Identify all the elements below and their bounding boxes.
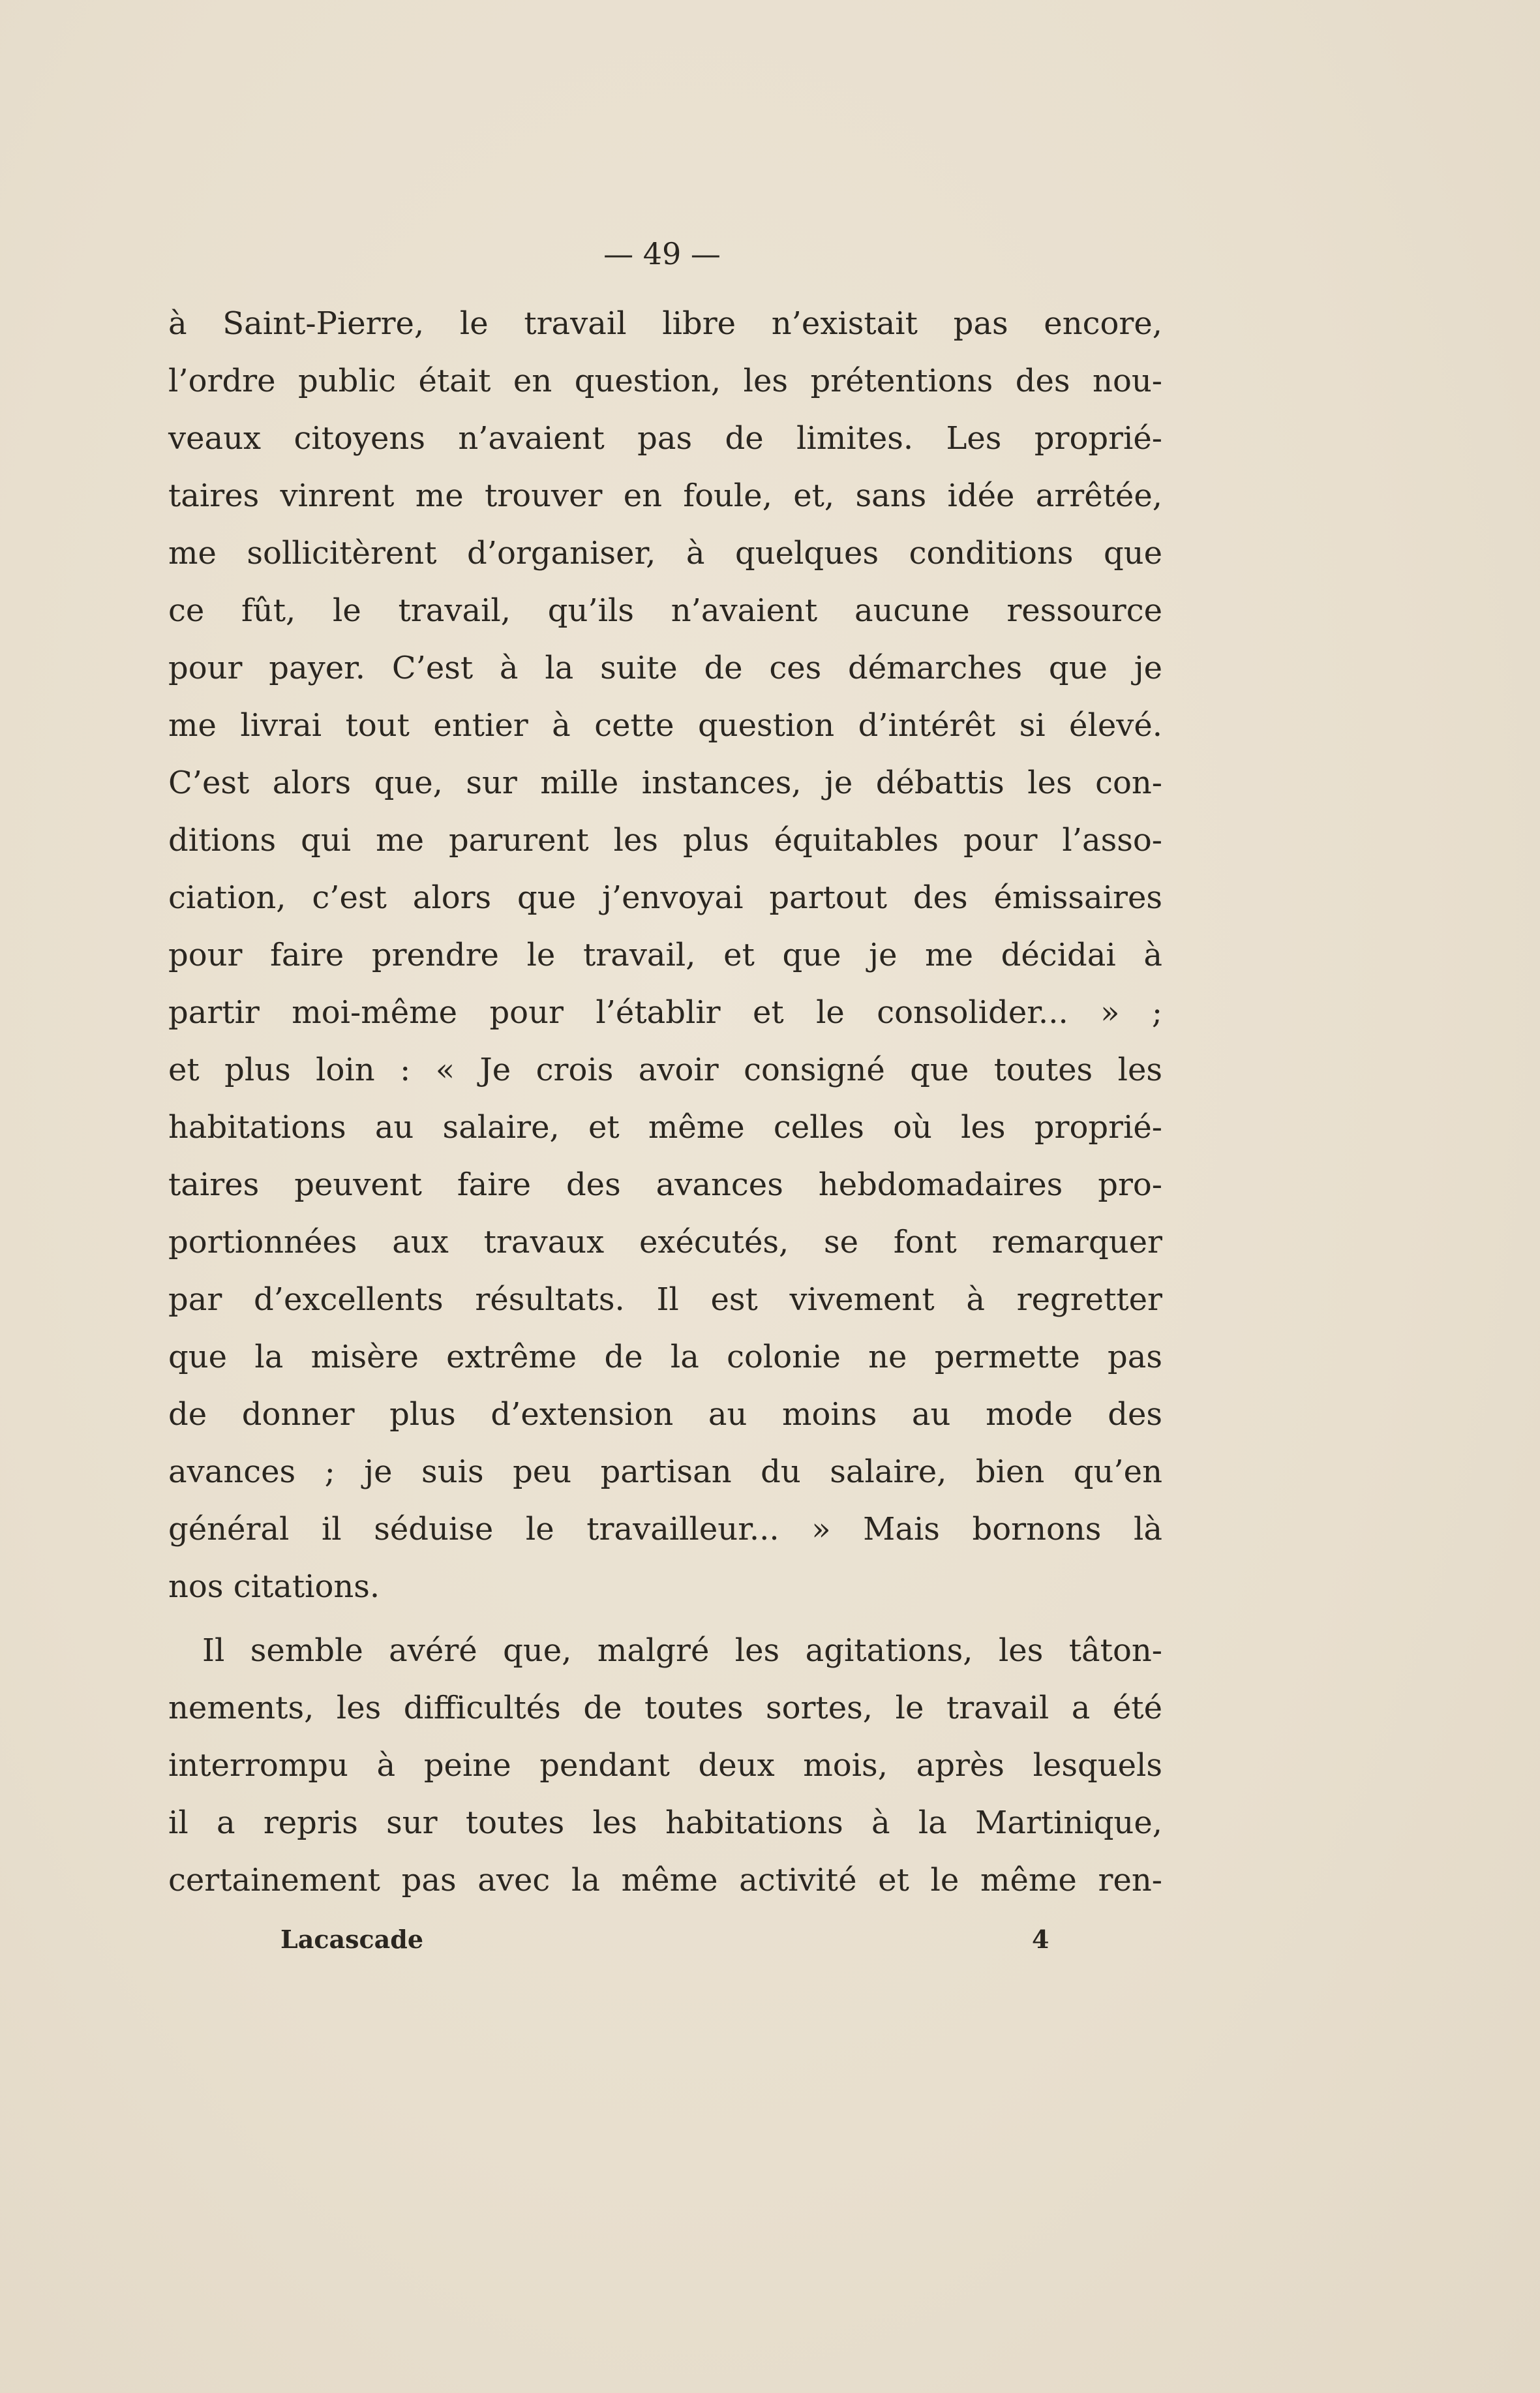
text-line: ditions qui me parurent les plus équitables pour l’asso- xyxy=(168,822,1162,859)
text-line: habitations au salaire, et même celles où les proprié- xyxy=(168,1109,1162,1146)
text-line: pour faire prendre le travail, et que je me décidai à xyxy=(168,937,1162,973)
footer-sheet-number: 4 xyxy=(1032,1925,1049,1954)
text-line: ciation, c’est alors que j’envoyai partout des émissaires xyxy=(168,879,1162,916)
footer-signature: Lacascade xyxy=(280,1925,424,1954)
text-line: nements, les difficultés de toutes sortes, le travail a été xyxy=(168,1690,1162,1726)
text-line: général il séduise le travailleur... » Mais bornons là xyxy=(168,1511,1162,1547)
text-line: me sollicitèrent d’organiser, à quelques conditions que xyxy=(168,535,1162,572)
text-line: de donner plus d’extension au moins au mode des xyxy=(168,1396,1162,1433)
text-line: veaux citoyens n’avaient pas de limites. Les proprié- xyxy=(168,420,1162,457)
text-line: me livrai tout entier à cette question d’intérêt si élevé. xyxy=(168,707,1162,744)
text-line: pour payer. C’est à la suite de ces démarches que je xyxy=(168,650,1162,686)
text-line: et plus loin : « Je crois avoir consigné que toutes les xyxy=(168,1052,1162,1088)
text-line: il a repris sur toutes les habitations à la Martinique, xyxy=(168,1805,1162,1841)
text-line: C’est alors que, sur mille instances, je débattis les con- xyxy=(168,765,1162,801)
page-number: — 49 — xyxy=(603,236,721,271)
text-line: par d’excellents résultats. Il est vivement à regretter xyxy=(168,1281,1162,1318)
text-line: taires peuvent faire des avances hebdomadaires pro- xyxy=(168,1166,1162,1203)
text-line: taires vinrent me trouver en foule, et, sans idée arrêtée, xyxy=(168,478,1162,514)
text-line: Il semble avéré que, malgré les agitations, les tâton- xyxy=(202,1632,1162,1669)
text-line: portionnées aux travaux exécutés, se font remarquer xyxy=(168,1224,1162,1260)
text-line: ce fût, le travail, qu’ils n’avaient aucune ressource xyxy=(168,592,1162,629)
text-line: l’ordre public était en question, les prétentions des nou- xyxy=(168,363,1162,399)
text-line: à Saint-Pierre, le travail libre n’existait pas encore, xyxy=(168,305,1162,342)
text-line: nos citations. xyxy=(168,1568,380,1605)
text-line: avances ; je suis peu partisan du salaire, bien qu’en xyxy=(168,1454,1162,1490)
text-line: certainement pas avec la même activité et le même ren- xyxy=(168,1862,1162,1898)
text-line: interrompu à peine pendant deux mois, après lesquels xyxy=(168,1747,1162,1784)
text-line: partir moi-même pour l’établir et le consolider... » ; xyxy=(168,994,1162,1031)
text-line: que la misère extrême de la colonie ne permette pas xyxy=(168,1339,1162,1375)
